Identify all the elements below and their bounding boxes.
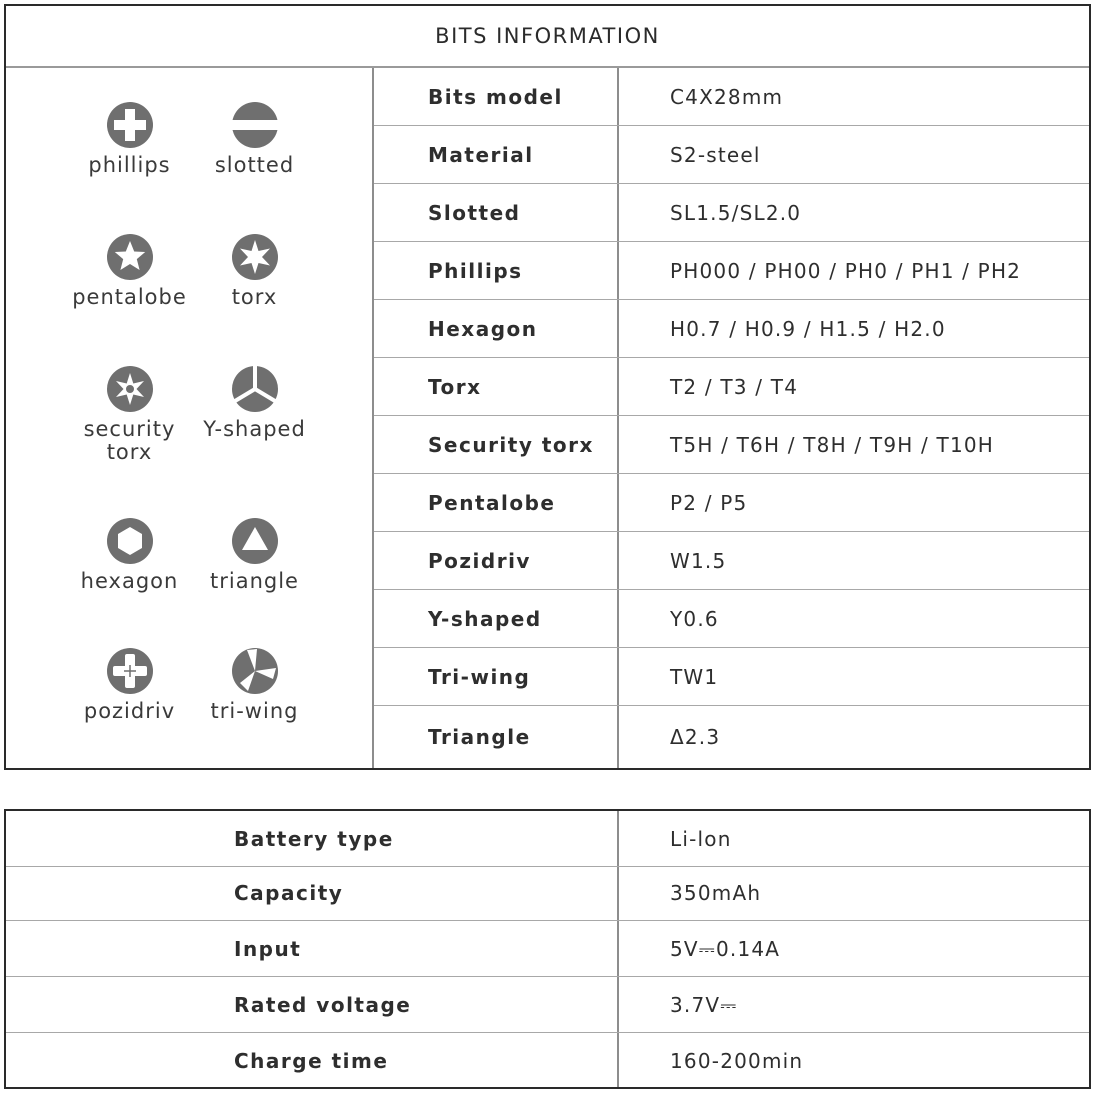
battery-row-input [6,921,1089,977]
spec-value: TW1 [670,664,719,689]
spec-value: T5H / T6H / T8H / T9H / T10H [670,432,995,457]
spec-value: T2 / T3 / T4 [670,374,799,399]
bit-type-torx [192,232,317,342]
bit-type-pozidriv [67,646,192,756]
battery-value: 5V⎓0.14A [670,936,781,961]
spec-label: Tri-wing [428,664,531,689]
spec-label: Bits model [428,84,563,109]
battery-row-charge-time [6,1033,1089,1089]
spec-row-hexagon [374,300,1089,358]
spec-label: Y-shaped [428,606,542,631]
battery-value: 350mAh [670,880,762,905]
spec-row-triangle [374,706,1089,768]
spec-row-pozidriv [374,532,1089,590]
spec-value: W1.5 [670,548,727,573]
spec-label: Slotted [428,200,521,225]
battery-label: Battery type [234,826,394,851]
icon-label: triangle [210,569,299,593]
spec-value: Δ2.3 [670,725,721,749]
spec-value: H0.7 / H0.9 / H1.5 / H2.0 [670,316,946,341]
spec-row-tri-wing [374,648,1089,706]
icon-label: torx [231,285,278,309]
spec-value: S2-steel [670,142,761,167]
icon-label: pozidriv [83,699,176,723]
battery-row-type [6,811,1089,867]
bit-type-hexagon [67,516,192,626]
bit-type-triangle [192,516,317,626]
triangle-icon [230,516,280,566]
spec-value: PH000 / PH00 / PH0 / PH1 / PH2 [670,258,1022,283]
battery-row-capacity [6,865,1089,921]
spec-row-y-shaped [374,590,1089,648]
battery-label: Rated voltage [234,992,412,1017]
spec-label: Security torx [428,432,594,457]
spec-label: Hexagon [428,316,538,341]
battery-value: Li-lon [670,826,732,851]
spec-row-slotted [374,184,1089,242]
tri-wing-icon [230,646,280,696]
hexagon-icon [105,516,155,566]
icon-label: phillips [88,153,171,177]
spec-row-bits-model [374,68,1089,126]
spec-row-torx [374,358,1089,416]
spec-value: Y0.6 [670,606,719,631]
battery-label: Capacity [234,880,344,905]
icon-label: tri-wing [210,699,299,723]
spec-value: SL1.5/SL2.0 [670,200,802,225]
icon-label: Y-shaped [203,417,306,441]
spec-value: C4X28mm [670,84,784,109]
battery-value: 3.7V⎓ [670,992,738,1017]
bit-type-slotted [192,100,317,210]
phillips-icon [105,100,155,150]
bits-information-table [4,4,1091,770]
slotted-icon [230,100,280,150]
icon-label: slotted [214,153,295,177]
battery-value: 160-200min [670,1049,804,1073]
torx-icon [230,232,280,282]
battery-information-table [4,809,1091,1089]
spec-label: Material [428,142,534,167]
spec-value: P2 / P5 [670,490,748,515]
battery-row-rated-voltage [6,977,1089,1033]
spec-label: Torx [428,374,482,399]
spec-row-material [374,126,1089,184]
battery-label: Charge time [234,1049,389,1073]
security-torx-icon [105,364,155,414]
pozidriv-icon [105,646,155,696]
spec-row-phillips [374,242,1089,300]
bit-type-pentalobe [67,232,192,342]
spec-row-pentalobe [374,474,1089,532]
icon-label: pentalobe [72,285,187,309]
bit-type-tri-wing [192,646,317,756]
bit-type-security-torx [67,364,192,474]
spec-row-security-torx [374,416,1089,474]
spec-label: Phillips [428,258,523,283]
bits-title: BITS INFORMATION [6,6,1089,68]
icon-label: security torx [83,417,176,464]
icon-label: hexagon [80,569,179,593]
spec-label: Pozidriv [428,548,531,573]
y-shaped-icon [230,364,280,414]
bit-type-phillips [67,100,192,210]
battery-label: Input [234,936,302,961]
pentalobe-icon [105,232,155,282]
bit-type-y-shaped [192,364,317,474]
spec-label: Triangle [428,725,531,749]
spec-label: Pentalobe [428,490,556,515]
